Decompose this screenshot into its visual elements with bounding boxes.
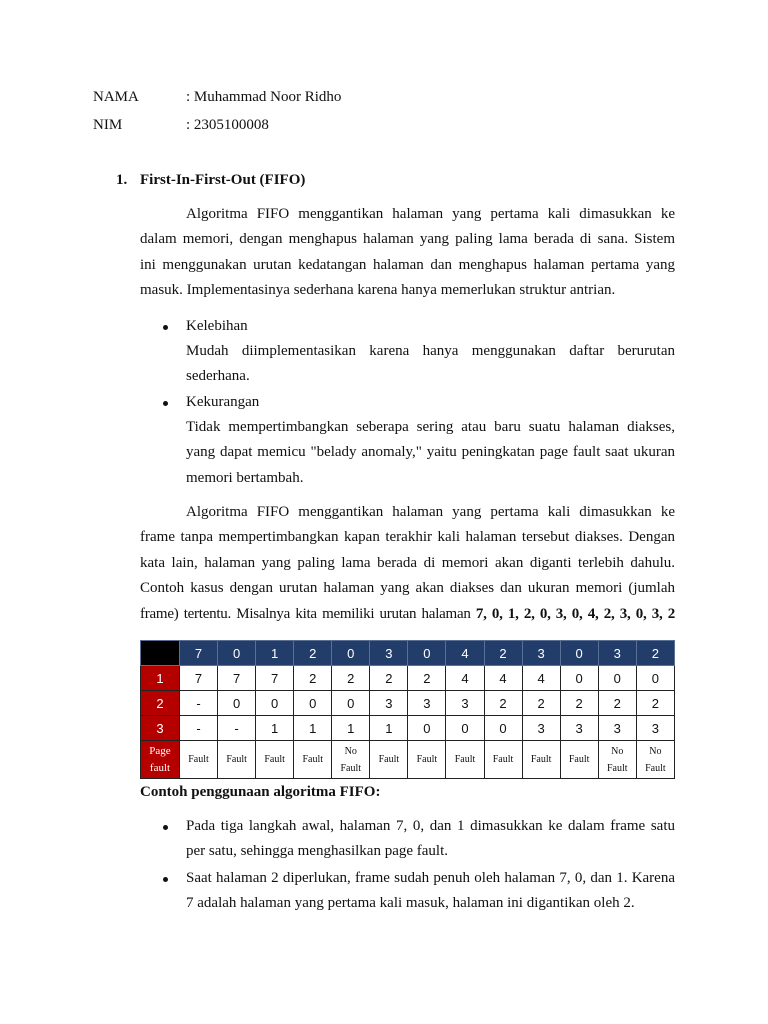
fault-cell: Fault — [560, 741, 598, 779]
frame-cell: 2 — [560, 691, 598, 716]
fault-cell: Fault — [294, 741, 332, 779]
page-sequence: 7, 0, 1, 2, 0, 3, 0, 4, 2, 3, 0, 3, 2 — [475, 605, 676, 622]
frame-cell: 1 — [294, 716, 332, 741]
frame-cell: 3 — [446, 691, 484, 716]
frame-cell: - — [218, 716, 256, 741]
page-fault-row — [141, 741, 675, 779]
table-corner-cell — [141, 641, 180, 666]
bullet-icon — [163, 825, 168, 830]
frame-cell: 0 — [332, 691, 370, 716]
frame-cell: 2 — [370, 666, 408, 691]
page-fault-label-line: Page — [149, 744, 171, 757]
reference-cell: 0 — [560, 641, 598, 666]
sequence-intro: frame) tertentu. Misalnya kita memiliki urutan halaman — [140, 605, 476, 622]
paragraph-line: frame tanpa mempertimbangkan kapan terakhir kali halaman tersebut diakses. Dengan — [140, 529, 675, 546]
paragraph-line: Contoh kasus dengan urutan halaman yang akan diakses dan ukuran memori (jumlah — [140, 580, 675, 597]
frame-cell: 7 — [218, 666, 256, 691]
bullet-icon — [163, 877, 168, 882]
reference-cell: 3 — [370, 641, 408, 666]
fifo-table — [140, 640, 675, 779]
paragraph-line: masuk. Implementasinya sederhana karena hanya memerlukan struktur antrian. — [140, 282, 616, 299]
table-header-row — [141, 641, 675, 666]
frame-cell: 4 — [484, 666, 522, 691]
cons-label: Kekurangan — [186, 394, 260, 410]
fault-line: No — [649, 745, 662, 757]
section-title: First-In-First-Out (FIFO) — [140, 172, 306, 188]
reference-cell: 0 — [332, 641, 370, 666]
name-label: NAMA — [93, 89, 139, 105]
bullet-icon — [163, 401, 168, 406]
frame-row — [141, 691, 675, 716]
frame-cell: - — [180, 716, 218, 741]
fault-cell: Fault — [180, 741, 218, 779]
paragraph-line: ini menggunakan urutan kedatangan halaman dan menghapus halaman pertama yang — [140, 256, 675, 273]
frame-cell: 2 — [636, 691, 674, 716]
reference-cell: 3 — [522, 641, 560, 666]
reference-cell: 3 — [598, 641, 636, 666]
fault-cell: Fault — [256, 741, 294, 779]
fault-line: No — [611, 745, 624, 757]
usage-title: Contoh penggunaan algoritma FIFO: — [140, 784, 381, 800]
frame-cell: 0 — [256, 691, 294, 716]
frame-cell: 0 — [484, 716, 522, 741]
usage-line: 7 adalah halaman yang pertama kali masuk, halaman ini digantikan oleh 2. — [186, 895, 635, 912]
frame-cell: 2 — [522, 691, 560, 716]
fault-cell — [332, 741, 370, 779]
fault-cell: Fault — [370, 741, 408, 779]
pros-line: Mudah diimplementasikan karena hanya menggunakan daftar berurutan — [186, 343, 675, 359]
fault-cell — [636, 741, 674, 779]
cons-description — [186, 415, 675, 491]
paragraph-line: kata lain, halaman yang paling lama berada di memori akan diganti terlebih dahulu. — [140, 554, 675, 571]
fault-cell — [598, 741, 636, 779]
reference-cell: 0 — [408, 641, 446, 666]
frame-cell: 0 — [560, 666, 598, 691]
pros-line: sederhana. — [186, 368, 250, 385]
bullet-icon — [163, 325, 168, 330]
frame-cell: 0 — [294, 691, 332, 716]
frame-cell: 1 — [256, 716, 294, 741]
frame-cell: 2 — [332, 666, 370, 691]
frame-cell: 0 — [636, 666, 674, 691]
reference-cell: 2 — [636, 641, 674, 666]
frame-cell: 3 — [636, 716, 674, 741]
cons-line: Tidak mempertimbangkan seberapa sering atau baru suatu halaman diakses, — [186, 419, 675, 435]
nim-label: NIM — [93, 117, 123, 133]
usage-item — [186, 814, 675, 865]
frame-cell: 0 — [598, 666, 636, 691]
frame-cell: 0 — [446, 716, 484, 741]
frame-cell: - — [180, 691, 218, 716]
usage-line: per satu, sehingga menghasilkan page fault. — [186, 843, 449, 860]
reference-cell: 2 — [484, 641, 522, 666]
frame-cell: 7 — [256, 666, 294, 691]
cons-line: yang dapat memicu "belady anomaly," yaitu peningkatan page fault saat ukuran — [186, 444, 675, 461]
frame-cell: 2 — [408, 666, 446, 691]
section-number: 1. — [116, 172, 128, 188]
frame-cell: 4 — [446, 666, 484, 691]
nim-value: : 2305100008 — [186, 117, 269, 133]
page-fault-label — [141, 741, 180, 779]
frame-cell: 2 — [598, 691, 636, 716]
frame-cell: 0 — [408, 716, 446, 741]
frame-cell: 2 — [484, 691, 522, 716]
frame-cell: 1 — [370, 716, 408, 741]
frame-cell: 7 — [180, 666, 218, 691]
frame-cell: 2 — [294, 666, 332, 691]
frame-cell: 3 — [598, 716, 636, 741]
frame-cell: 3 — [522, 716, 560, 741]
frame-cell: 3 — [560, 716, 598, 741]
intro-paragraph — [140, 202, 675, 304]
pros-label: Kelebihan — [186, 318, 248, 334]
reference-cell: 7 — [180, 641, 218, 666]
usage-item — [186, 866, 675, 917]
fault-cell: Fault — [522, 741, 560, 779]
page-fault-label-line: fault — [149, 761, 171, 774]
pros-description — [186, 339, 675, 390]
frame-cell: 3 — [408, 691, 446, 716]
reference-cell: 4 — [446, 641, 484, 666]
fault-cell: Fault — [408, 741, 446, 779]
frame-label: 3 — [141, 716, 180, 741]
paragraph-line: dalam memori, dengan menghapus halaman yang paling lama berada di sana. Sistem — [140, 231, 675, 248]
paragraph-line-last — [140, 602, 675, 627]
fault-line: Fault — [606, 762, 628, 774]
paragraph-line: Algoritma FIFO menggantikan halaman yang pertama kali dimasukkan ke — [186, 206, 675, 222]
name-value: : Muhammad Noor Ridho — [186, 89, 342, 105]
fault-cell: Fault — [484, 741, 522, 779]
reference-cell: 0 — [218, 641, 256, 666]
fault-cell: Fault — [218, 741, 256, 779]
frame-cell: 3 — [370, 691, 408, 716]
reference-cell: 2 — [294, 641, 332, 666]
frame-cell: 4 — [522, 666, 560, 691]
reference-cell: 1 — [256, 641, 294, 666]
fault-line: Fault — [645, 762, 666, 774]
paragraph-line: Algoritma FIFO menggantikan halaman yang pertama kali dimasukkan ke — [186, 504, 675, 520]
fault-line: Fault — [340, 762, 362, 774]
example-paragraph — [140, 500, 675, 627]
usage-line: Pada tiga langkah awal, halaman 7, 0, dan 1 dimasukkan ke dalam frame satu — [186, 818, 675, 834]
frame-cell: 1 — [332, 716, 370, 741]
frame-row — [141, 716, 675, 741]
frame-cell: 0 — [218, 691, 256, 716]
fault-cell: Fault — [446, 741, 484, 779]
fault-line: No — [344, 745, 357, 757]
frame-row — [141, 666, 675, 691]
cons-line: memori bertambah. — [186, 469, 304, 486]
frame-label: 2 — [141, 691, 180, 716]
usage-line: Saat halaman 2 diperlukan, frame sudah penuh oleh halaman 7, 0, dan 1. Karena — [186, 870, 675, 886]
frame-label: 1 — [141, 666, 180, 691]
